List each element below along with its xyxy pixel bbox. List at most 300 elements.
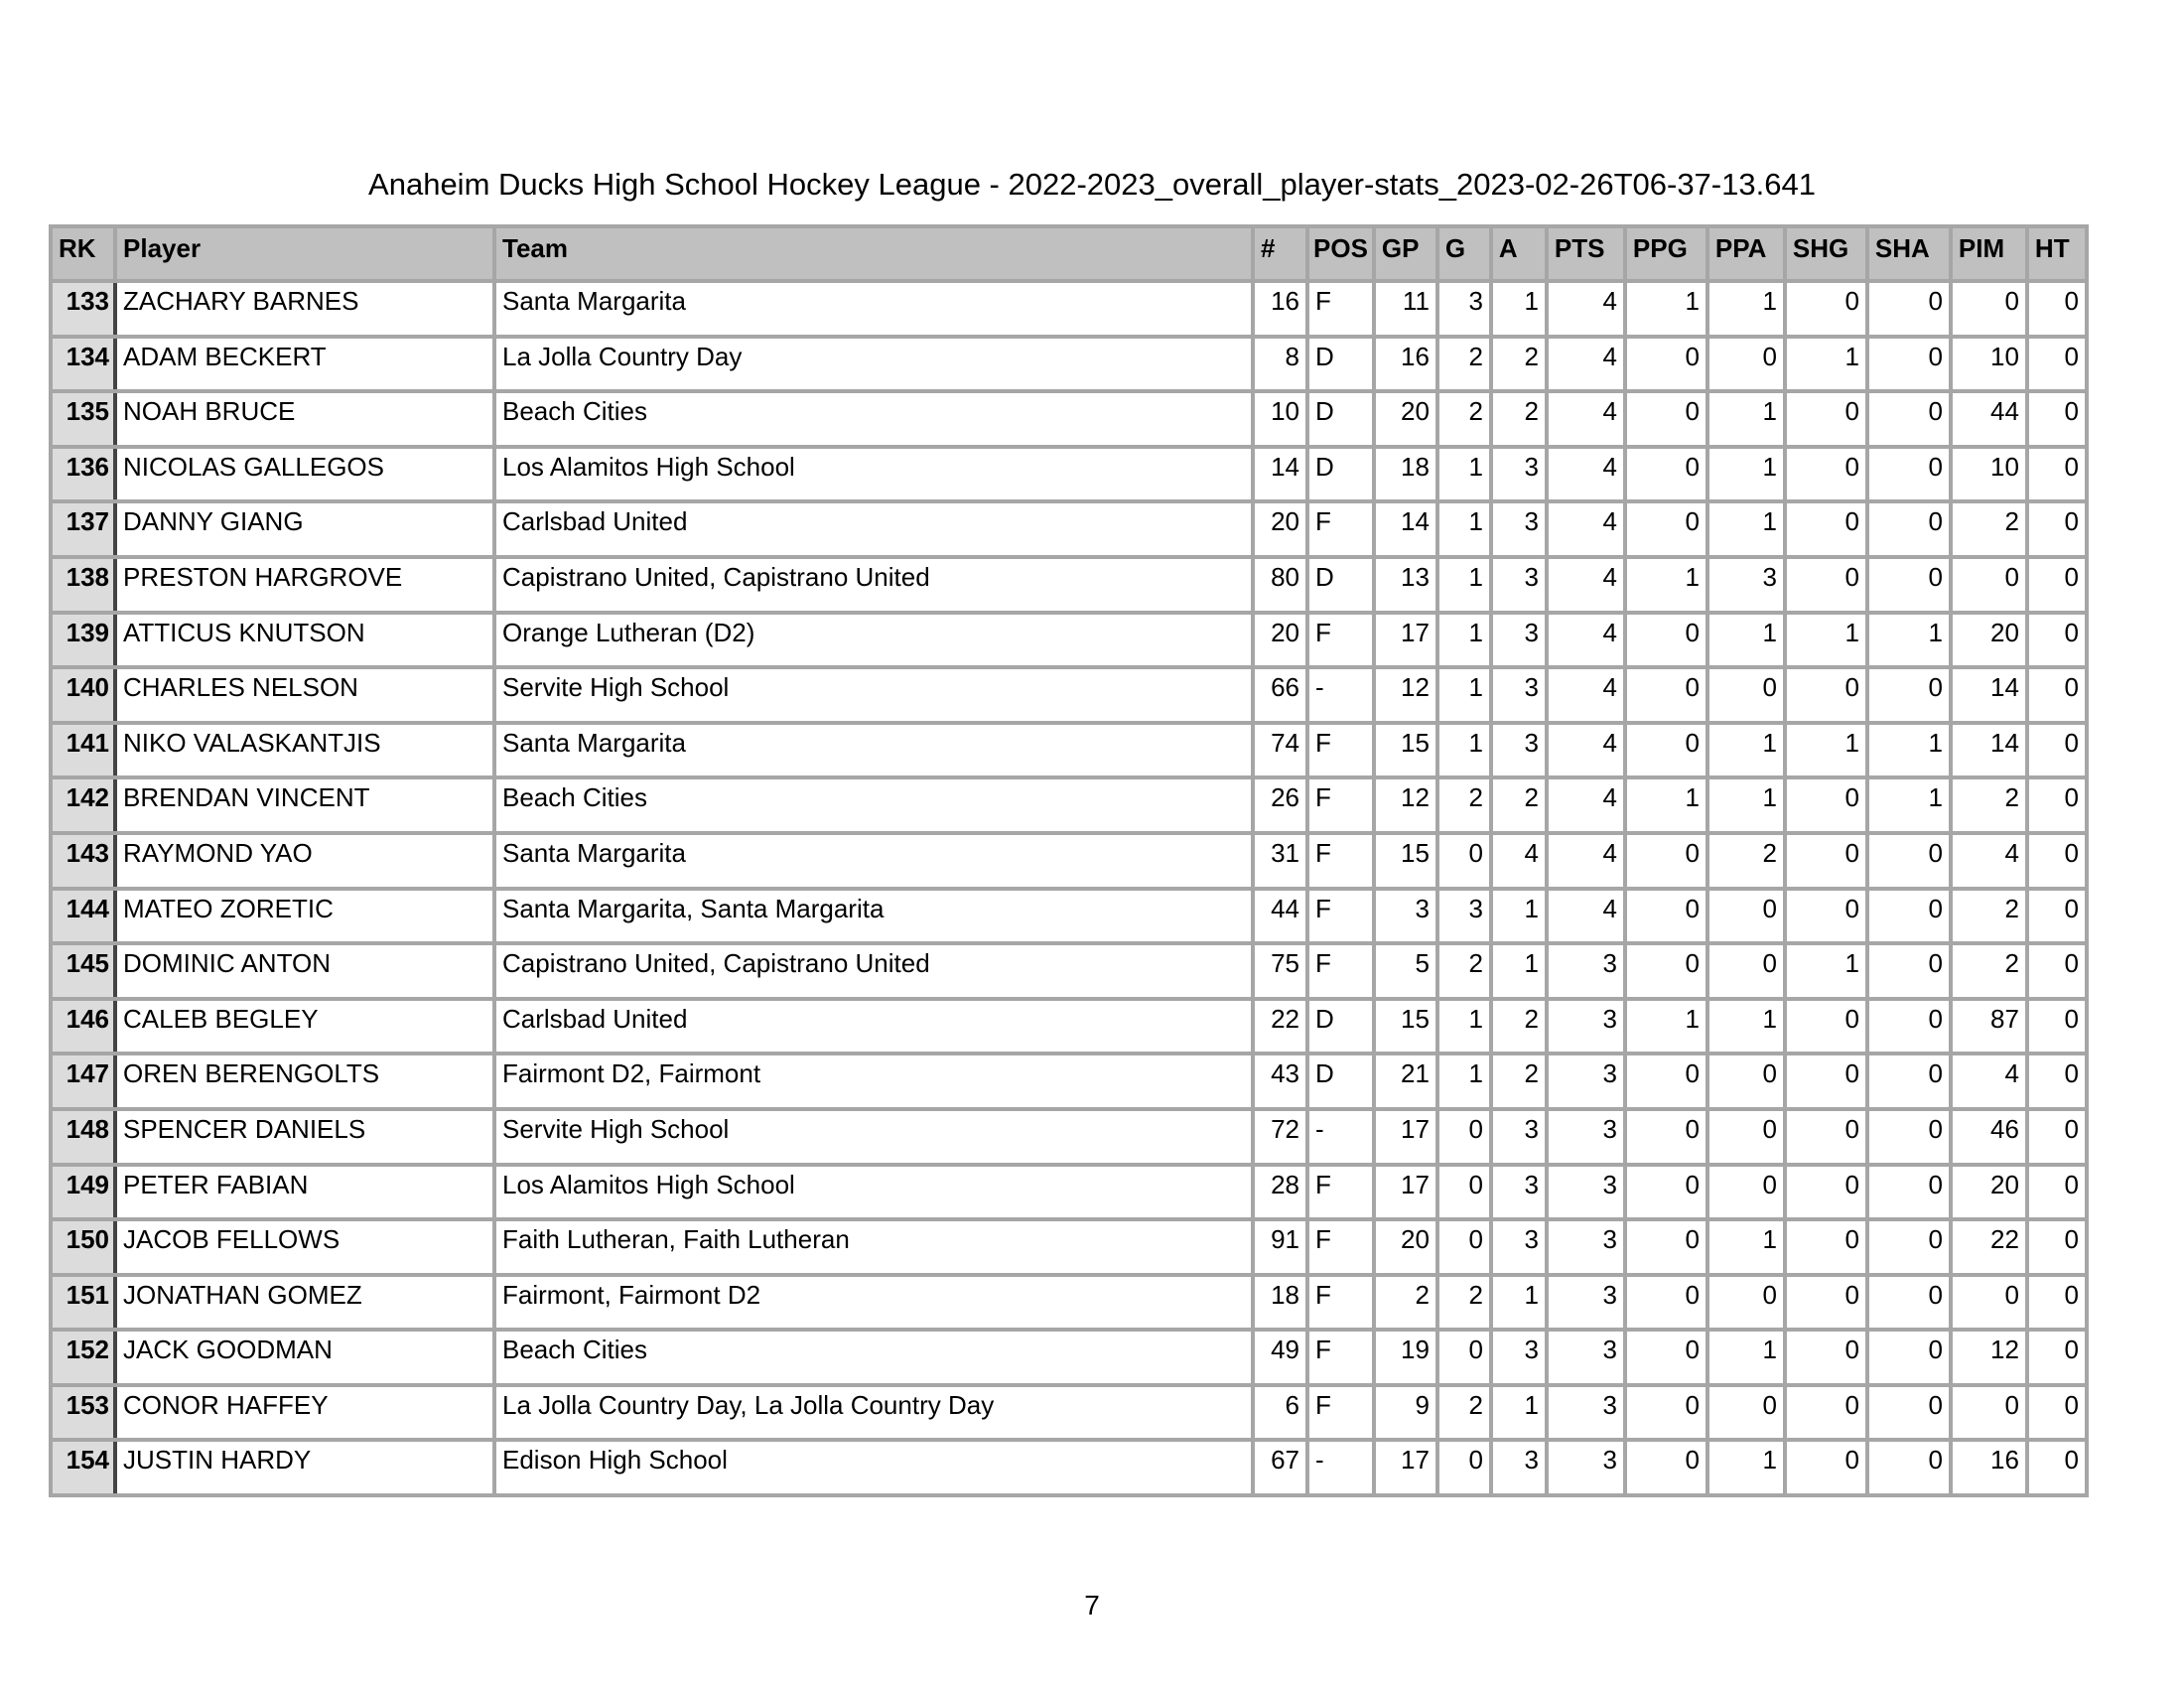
cell-ppa: 1 [1707, 723, 1785, 778]
table-row [51, 1440, 2087, 1495]
cell-pim: 44 [1951, 391, 2027, 447]
cell-ht: 0 [2027, 667, 2087, 723]
cell-rk: 137 [51, 501, 115, 557]
cell-a: 2 [1491, 391, 1547, 447]
cell-pos: F [1307, 777, 1374, 833]
cell-gp: 9 [1374, 1385, 1437, 1441]
cell-number: 66 [1253, 667, 1307, 723]
cell-g: 1 [1437, 1054, 1491, 1109]
cell-ppa: 1 [1707, 1440, 1785, 1495]
table-row [51, 1275, 2087, 1331]
cell-pim: 10 [1951, 337, 2027, 392]
cell-shg: 0 [1785, 889, 1867, 944]
table-row [51, 613, 2087, 668]
cell-ppg: 1 [1625, 777, 1707, 833]
cell-ppa: 0 [1707, 1275, 1785, 1331]
table-row [51, 999, 2087, 1055]
cell-ppa: 1 [1707, 777, 1785, 833]
cell-number: 28 [1253, 1165, 1307, 1220]
column-header-player: Player [115, 226, 494, 281]
cell-shg: 0 [1785, 1440, 1867, 1495]
column-header-ppa: PPA [1707, 226, 1785, 281]
cell-shg: 0 [1785, 447, 1867, 502]
cell-pts: 4 [1547, 501, 1625, 557]
cell-g: 1 [1437, 999, 1491, 1055]
cell-number: 67 [1253, 1440, 1307, 1495]
cell-rk: 136 [51, 447, 115, 502]
cell-number: 74 [1253, 723, 1307, 778]
cell-ppa: 0 [1707, 337, 1785, 392]
cell-a: 3 [1491, 1165, 1547, 1220]
cell-player: DANNY GIANG [115, 501, 494, 557]
cell-gp: 20 [1374, 1219, 1437, 1275]
cell-pts: 4 [1547, 833, 1625, 889]
cell-ppg: 0 [1625, 1275, 1707, 1331]
cell-pos: F [1307, 833, 1374, 889]
cell-pts: 4 [1547, 281, 1625, 337]
cell-team: Fairmont D2, Fairmont [494, 1054, 1253, 1109]
cell-g: 2 [1437, 1275, 1491, 1331]
cell-pos: - [1307, 667, 1374, 723]
cell-a: 1 [1491, 1385, 1547, 1441]
cell-g: 2 [1437, 943, 1491, 999]
cell-gp: 12 [1374, 667, 1437, 723]
cell-player: ADAM BECKERT [115, 337, 494, 392]
cell-pos: F [1307, 1330, 1374, 1385]
cell-pts: 3 [1547, 1385, 1625, 1441]
cell-number: 26 [1253, 777, 1307, 833]
cell-gp: 12 [1374, 777, 1437, 833]
cell-a: 1 [1491, 281, 1547, 337]
cell-pos: F [1307, 1385, 1374, 1441]
cell-sha: 0 [1867, 889, 1951, 944]
cell-shg: 1 [1785, 723, 1867, 778]
cell-pos: D [1307, 447, 1374, 502]
cell-rk: 141 [51, 723, 115, 778]
cell-pts: 4 [1547, 667, 1625, 723]
cell-shg: 0 [1785, 999, 1867, 1055]
cell-pts: 3 [1547, 999, 1625, 1055]
cell-ht: 0 [2027, 1440, 2087, 1495]
cell-ppg: 0 [1625, 1385, 1707, 1441]
cell-pos: F [1307, 1219, 1374, 1275]
cell-player: CONOR HAFFEY [115, 1385, 494, 1441]
cell-ht: 0 [2027, 1330, 2087, 1385]
cell-pts: 3 [1547, 1054, 1625, 1109]
cell-team: Orange Lutheran (D2) [494, 613, 1253, 668]
cell-g: 0 [1437, 1109, 1491, 1165]
cell-pos: F [1307, 943, 1374, 999]
cell-ht: 0 [2027, 1219, 2087, 1275]
cell-ppg: 0 [1625, 1165, 1707, 1220]
table-row [51, 557, 2087, 613]
cell-sha: 0 [1867, 557, 1951, 613]
cell-pos: F [1307, 281, 1374, 337]
cell-g: 1 [1437, 613, 1491, 668]
cell-number: 20 [1253, 613, 1307, 668]
cell-shg: 1 [1785, 613, 1867, 668]
cell-player: ZACHARY BARNES [115, 281, 494, 337]
cell-ppa: 1 [1707, 391, 1785, 447]
cell-player: PETER FABIAN [115, 1165, 494, 1220]
cell-ppa: 1 [1707, 999, 1785, 1055]
column-header-number: # [1253, 226, 1307, 281]
cell-player: CHARLES NELSON [115, 667, 494, 723]
cell-a: 3 [1491, 667, 1547, 723]
cell-rk: 150 [51, 1219, 115, 1275]
cell-rk: 148 [51, 1109, 115, 1165]
cell-pos: F [1307, 1165, 1374, 1220]
cell-rk: 140 [51, 667, 115, 723]
cell-pos: D [1307, 391, 1374, 447]
cell-number: 14 [1253, 447, 1307, 502]
cell-player: BRENDAN VINCENT [115, 777, 494, 833]
table-row [51, 447, 2087, 502]
cell-ht: 0 [2027, 391, 2087, 447]
cell-number: 49 [1253, 1330, 1307, 1385]
cell-pos: D [1307, 337, 1374, 392]
cell-rk: 146 [51, 999, 115, 1055]
cell-team: Beach Cities [494, 391, 1253, 447]
cell-player: NOAH BRUCE [115, 391, 494, 447]
cell-g: 1 [1437, 557, 1491, 613]
cell-shg: 0 [1785, 391, 1867, 447]
table-row [51, 1385, 2087, 1441]
cell-number: 6 [1253, 1385, 1307, 1441]
cell-rk: 135 [51, 391, 115, 447]
page-number: 7 [1084, 1590, 1100, 1620]
cell-ppg: 0 [1625, 889, 1707, 944]
cell-ht: 0 [2027, 943, 2087, 999]
cell-pos: D [1307, 557, 1374, 613]
cell-team: Capistrano United, Capistrano United [494, 557, 1253, 613]
cell-g: 3 [1437, 889, 1491, 944]
cell-ppg: 0 [1625, 613, 1707, 668]
table-row [51, 1109, 2087, 1165]
cell-ppg: 1 [1625, 557, 1707, 613]
cell-player: JACK GOODMAN [115, 1330, 494, 1385]
cell-sha: 0 [1867, 1109, 1951, 1165]
cell-rk: 134 [51, 337, 115, 392]
table-row [51, 667, 2087, 723]
table-row [51, 1054, 2087, 1109]
cell-g: 2 [1437, 337, 1491, 392]
player-stats-table [49, 224, 2089, 1497]
cell-ppa: 0 [1707, 1109, 1785, 1165]
cell-a: 2 [1491, 777, 1547, 833]
cell-sha: 0 [1867, 1054, 1951, 1109]
cell-rk: 142 [51, 777, 115, 833]
cell-ppg: 1 [1625, 999, 1707, 1055]
cell-gp: 13 [1374, 557, 1437, 613]
cell-ppa: 1 [1707, 281, 1785, 337]
cell-ppa: 1 [1707, 613, 1785, 668]
cell-a: 2 [1491, 337, 1547, 392]
cell-shg: 0 [1785, 667, 1867, 723]
cell-pts: 4 [1547, 447, 1625, 502]
cell-team: Beach Cities [494, 777, 1253, 833]
cell-ht: 0 [2027, 281, 2087, 337]
cell-g: 0 [1437, 1440, 1491, 1495]
cell-g: 2 [1437, 1385, 1491, 1441]
cell-shg: 0 [1785, 1219, 1867, 1275]
cell-ht: 0 [2027, 557, 2087, 613]
cell-pim: 20 [1951, 1165, 2027, 1220]
cell-pim: 14 [1951, 723, 2027, 778]
cell-pim: 0 [1951, 281, 2027, 337]
cell-ht: 0 [2027, 1109, 2087, 1165]
cell-pts: 3 [1547, 1165, 1625, 1220]
cell-ht: 0 [2027, 613, 2087, 668]
table-row [51, 889, 2087, 944]
cell-shg: 1 [1785, 943, 1867, 999]
cell-number: 72 [1253, 1109, 1307, 1165]
cell-rk: 139 [51, 613, 115, 668]
table-row [51, 723, 2087, 778]
cell-team: Santa Margarita, Santa Margarita [494, 889, 1253, 944]
cell-pos: F [1307, 613, 1374, 668]
cell-shg: 1 [1785, 337, 1867, 392]
cell-rk: 154 [51, 1440, 115, 1495]
cell-number: 10 [1253, 391, 1307, 447]
cell-a: 3 [1491, 1330, 1547, 1385]
cell-ppa: 0 [1707, 1165, 1785, 1220]
cell-rk: 144 [51, 889, 115, 944]
cell-ht: 0 [2027, 337, 2087, 392]
cell-pim: 46 [1951, 1109, 2027, 1165]
column-header-a: A [1491, 226, 1547, 281]
cell-player: MATEO ZORETIC [115, 889, 494, 944]
cell-shg: 0 [1785, 557, 1867, 613]
cell-pts: 4 [1547, 777, 1625, 833]
cell-ppg: 0 [1625, 667, 1707, 723]
cell-g: 0 [1437, 1330, 1491, 1385]
column-header-pos: POS [1307, 226, 1374, 281]
cell-a: 3 [1491, 1440, 1547, 1495]
cell-pts: 4 [1547, 723, 1625, 778]
cell-g: 0 [1437, 1219, 1491, 1275]
cell-g: 0 [1437, 1165, 1491, 1220]
cell-ht: 0 [2027, 447, 2087, 502]
cell-pim: 0 [1951, 557, 2027, 613]
table-row [51, 1330, 2087, 1385]
cell-ppa: 2 [1707, 833, 1785, 889]
cell-rk: 153 [51, 1385, 115, 1441]
cell-rk: 143 [51, 833, 115, 889]
cell-player: ATTICUS KNUTSON [115, 613, 494, 668]
column-header-team: Team [494, 226, 1253, 281]
cell-gp: 2 [1374, 1275, 1437, 1331]
cell-pts: 3 [1547, 1109, 1625, 1165]
cell-gp: 15 [1374, 833, 1437, 889]
cell-pts: 4 [1547, 613, 1625, 668]
cell-g: 1 [1437, 447, 1491, 502]
cell-team: Carlsbad United [494, 999, 1253, 1055]
cell-team: Los Alamitos High School [494, 447, 1253, 502]
cell-player: OREN BERENGOLTS [115, 1054, 494, 1109]
table-row [51, 1219, 2087, 1275]
cell-pim: 10 [1951, 447, 2027, 502]
cell-gp: 15 [1374, 723, 1437, 778]
cell-shg: 0 [1785, 1165, 1867, 1220]
column-header-ppg: PPG [1625, 226, 1707, 281]
cell-g: 2 [1437, 391, 1491, 447]
cell-pts: 4 [1547, 889, 1625, 944]
cell-ppg: 0 [1625, 833, 1707, 889]
cell-ht: 0 [2027, 1054, 2087, 1109]
cell-number: 16 [1253, 281, 1307, 337]
cell-ppa: 3 [1707, 557, 1785, 613]
table-row [51, 777, 2087, 833]
cell-gp: 17 [1374, 1109, 1437, 1165]
cell-player: JUSTIN HARDY [115, 1440, 494, 1495]
cell-pim: 4 [1951, 1054, 2027, 1109]
cell-ppa: 1 [1707, 1330, 1785, 1385]
cell-ppg: 0 [1625, 1330, 1707, 1385]
cell-pos: F [1307, 501, 1374, 557]
cell-pim: 2 [1951, 889, 2027, 944]
cell-a: 3 [1491, 1109, 1547, 1165]
cell-a: 1 [1491, 943, 1547, 999]
table-row [51, 501, 2087, 557]
cell-ht: 0 [2027, 1275, 2087, 1331]
cell-ppa: 0 [1707, 1385, 1785, 1441]
cell-g: 0 [1437, 833, 1491, 889]
cell-pos: F [1307, 723, 1374, 778]
cell-pim: 20 [1951, 613, 2027, 668]
cell-sha: 1 [1867, 723, 1951, 778]
cell-gp: 21 [1374, 1054, 1437, 1109]
cell-sha: 0 [1867, 1440, 1951, 1495]
cell-sha: 0 [1867, 1385, 1951, 1441]
cell-shg: 0 [1785, 833, 1867, 889]
cell-gp: 11 [1374, 281, 1437, 337]
cell-team: La Jolla Country Day [494, 337, 1253, 392]
cell-pim: 0 [1951, 1385, 2027, 1441]
cell-team: La Jolla Country Day, La Jolla Country Day [494, 1385, 1253, 1441]
cell-pos: F [1307, 1275, 1374, 1331]
cell-team: Servite High School [494, 667, 1253, 723]
cell-gp: 17 [1374, 1165, 1437, 1220]
cell-player: SPENCER DANIELS [115, 1109, 494, 1165]
cell-sha: 0 [1867, 833, 1951, 889]
cell-ppg: 1 [1625, 281, 1707, 337]
cell-shg: 0 [1785, 281, 1867, 337]
column-header-pts: PTS [1547, 226, 1625, 281]
cell-pim: 4 [1951, 833, 2027, 889]
cell-player: JACOB FELLOWS [115, 1219, 494, 1275]
cell-rk: 138 [51, 557, 115, 613]
cell-number: 91 [1253, 1219, 1307, 1275]
cell-pim: 14 [1951, 667, 2027, 723]
cell-ht: 0 [2027, 999, 2087, 1055]
header-row [51, 226, 2087, 281]
cell-gp: 17 [1374, 613, 1437, 668]
cell-team: Faith Lutheran, Faith Lutheran [494, 1219, 1253, 1275]
cell-player: NICOLAS GALLEGOS [115, 447, 494, 502]
cell-ht: 0 [2027, 889, 2087, 944]
cell-number: 31 [1253, 833, 1307, 889]
cell-g: 2 [1437, 777, 1491, 833]
cell-ht: 0 [2027, 833, 2087, 889]
cell-g: 1 [1437, 723, 1491, 778]
cell-number: 8 [1253, 337, 1307, 392]
cell-team: Fairmont, Fairmont D2 [494, 1275, 1253, 1331]
cell-sha: 0 [1867, 1165, 1951, 1220]
cell-sha: 0 [1867, 337, 1951, 392]
cell-team: Los Alamitos High School [494, 1165, 1253, 1220]
cell-pts: 3 [1547, 1330, 1625, 1385]
cell-pim: 12 [1951, 1330, 2027, 1385]
cell-gp: 19 [1374, 1330, 1437, 1385]
cell-ppa: 1 [1707, 1219, 1785, 1275]
cell-ppg: 0 [1625, 337, 1707, 392]
cell-a: 3 [1491, 613, 1547, 668]
cell-gp: 18 [1374, 447, 1437, 502]
cell-sha: 0 [1867, 1219, 1951, 1275]
cell-pim: 2 [1951, 943, 2027, 999]
cell-pim: 0 [1951, 1275, 2027, 1331]
cell-a: 3 [1491, 1219, 1547, 1275]
cell-gp: 3 [1374, 889, 1437, 944]
cell-ppg: 0 [1625, 723, 1707, 778]
table-row [51, 391, 2087, 447]
cell-pim: 2 [1951, 777, 2027, 833]
column-header-ht: HT [2027, 226, 2087, 281]
cell-sha: 0 [1867, 447, 1951, 502]
cell-sha: 0 [1867, 999, 1951, 1055]
column-header-rk: RK [51, 226, 115, 281]
cell-ppg: 0 [1625, 1109, 1707, 1165]
cell-pts: 3 [1547, 1440, 1625, 1495]
cell-pos: D [1307, 1054, 1374, 1109]
cell-ppa: 1 [1707, 501, 1785, 557]
cell-pts: 4 [1547, 391, 1625, 447]
column-header-g: G [1437, 226, 1491, 281]
cell-sha: 0 [1867, 391, 1951, 447]
cell-rk: 147 [51, 1054, 115, 1109]
cell-player: JONATHAN GOMEZ [115, 1275, 494, 1331]
cell-ht: 0 [2027, 501, 2087, 557]
cell-team: Beach Cities [494, 1330, 1253, 1385]
cell-pos: D [1307, 999, 1374, 1055]
cell-player: RAYMOND YAO [115, 833, 494, 889]
cell-sha: 0 [1867, 943, 1951, 999]
cell-shg: 0 [1785, 1330, 1867, 1385]
cell-ppa: 0 [1707, 889, 1785, 944]
cell-ppg: 0 [1625, 1219, 1707, 1275]
cell-g: 1 [1437, 501, 1491, 557]
cell-sha: 0 [1867, 667, 1951, 723]
cell-team: Capistrano United, Capistrano United [494, 943, 1253, 999]
cell-ppg: 0 [1625, 501, 1707, 557]
cell-ht: 0 [2027, 723, 2087, 778]
cell-a: 1 [1491, 1275, 1547, 1331]
cell-a: 3 [1491, 557, 1547, 613]
cell-pim: 22 [1951, 1219, 2027, 1275]
cell-sha: 0 [1867, 1330, 1951, 1385]
cell-pts: 4 [1547, 337, 1625, 392]
cell-team: Santa Margarita [494, 833, 1253, 889]
cell-number: 20 [1253, 501, 1307, 557]
cell-shg: 0 [1785, 1275, 1867, 1331]
cell-shg: 0 [1785, 777, 1867, 833]
cell-number: 43 [1253, 1054, 1307, 1109]
cell-ppg: 0 [1625, 1054, 1707, 1109]
cell-pts: 4 [1547, 557, 1625, 613]
cell-pos: - [1307, 1109, 1374, 1165]
cell-gp: 15 [1374, 999, 1437, 1055]
